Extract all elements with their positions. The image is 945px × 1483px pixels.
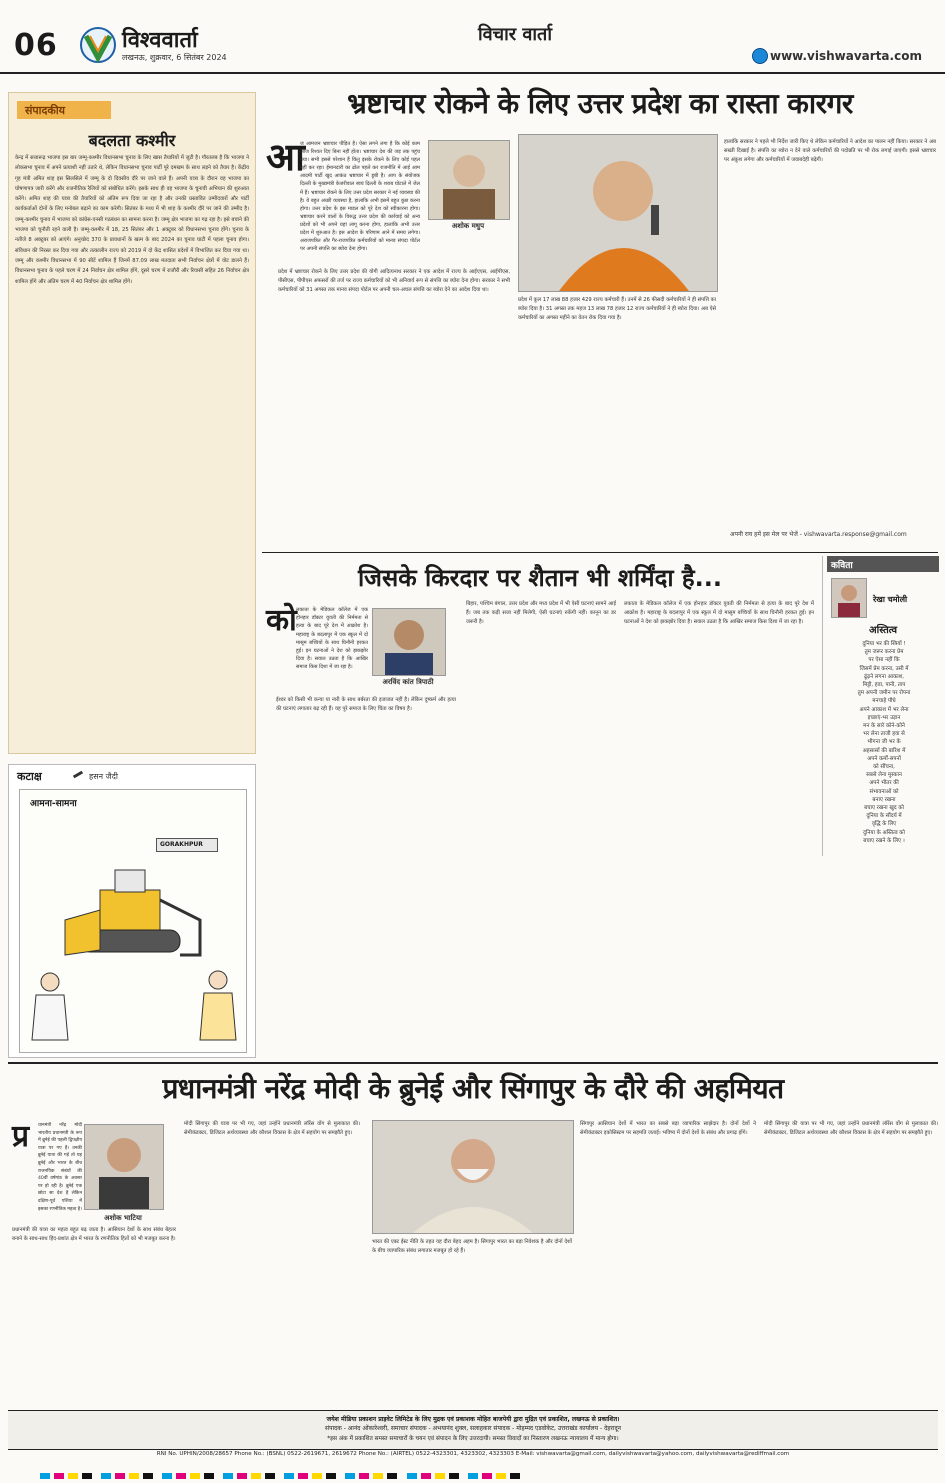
poem-line: अपने आकाश में भर लेना: [859, 706, 909, 713]
poem-line: पर ऐसा नहीं कि: [868, 657, 900, 664]
poem-line: इच्छाएं-भर उड़ान: [867, 714, 901, 721]
imprint: [8, 1410, 938, 1450]
editorial-label-text: संपादकीय: [25, 104, 66, 117]
poem-line: मिट्टी, हवा, पानी, ताप: [862, 682, 906, 689]
imprint-line2: संपादक - आनंद ओंकारेश्वरी, समाचार संपादक - अभयानंद शुक्ल, सलाहकार संपादक - मोहम्मद एडवोकेट, उत्तराखंड कार्यालय - देहरादून: [325, 1425, 621, 1432]
imprint-line1: जयेश मीडिया प्रकाशन प्राइवेट लिमिटेड के लिए मुद्रक एवं प्रकाशक मोहित बाजपेयी द्वारा मुद्रित एवं प्रकाशित, लखनऊ से प्रकाशित।: [326, 1416, 620, 1423]
section-title: विचार वार्ता: [478, 24, 552, 45]
cartoon-signboard: [156, 838, 218, 852]
article2-author: अरविंद कांत त्रिपाठी: [382, 678, 434, 686]
poem-line: अपने भीतर की: [869, 780, 899, 787]
article1-author-photo: [428, 140, 510, 220]
poet-name: रेखा चमोली: [873, 595, 908, 604]
divider-1: [262, 552, 938, 553]
poem-lines: [829, 640, 939, 845]
article1-col3: हालांकि सरकार ने पहले भी निर्देश जारी किए थे लेकिन कर्मचारियों ने आदेश का पालन नहीं किया। सरकार ने अब सख्ती दिखाई है। संपत्ति का ब्योरा न देने वाले कर्मचारियों की पदोन्नति पर भी रोक लगाई जाएगी। इससे भ्रष्टाचार पर अंकुश लगेगा और कर्मचारियों में जवाबदेही बढ़ेगी।: [724, 139, 936, 163]
article3-col2: मोदी सिंगापुर की यात्रा पर भी गए, जहां उन्होंने प्रधानमंत्री लॉरेंस वोंग से मुलाकात की। सेमीकंडक्टर, डिजिटल अर्थव्यवस्था और कौशल विकास के क्षेत्र में सहयोग पर समझौते हुए।: [184, 1121, 360, 1136]
divider-2: [8, 1062, 938, 1064]
cartoon-drawing: [19, 789, 247, 1053]
article1-main-photo: [518, 134, 718, 292]
poem-line: दुनिया के अस्तित्व को: [863, 829, 905, 836]
editorial-box: [8, 92, 256, 754]
article1-dropcap: आ: [266, 135, 305, 179]
editorial-body: केन्द्र में सत्तारूढ़ भाजपा इस बार जम्मू-कश्मीर विधानसभा चुनाव के लिए खास तैयारियों में जुटी है। गौरतलब है कि भाजपा ने लोकसभा चुनाव में अपने प्रत्याशी नहीं उतारे थे, लेकिन विधानसभा चुनाव पार्टी पूरे दमखम के साथ लड़ने को तैयार है। केंद्रीय गृह मंत्री अमित शाह इस सिलसिले में जम्मू के दो दिवसीय दौरे पर जाने वाले हैं। अपनी यात्रा के दौरान वह भाजपा का घोषणापत्र जारी करेंगे और राजनीतिक रैलियों को संबोधित करेंगे। इसके साथ ही वह भाजपा के चुनावी अभियान की शुरुआत करेंगे। अमित शाह की यात्रा की तैयारियों को अंतिम रूप दिया जा रहा है और उनकी प्रस्तावित उम्मीदवारों और पार्टी कार्यकर्ताओं दोनों के लिए मनोबल बढ़ाने का काम करेगी। सितंबर के मध्य में भी शाह के कश्मीर दौरे पर जाने की उम्मीद है। जम्मू-कश्मीर चुनाव में भाजपा को कांग्रेस-एनसी गठबंधन का सामना करना है। जम्मू क्षेत्र भाजपा का गढ़ रहा है। इसे बचाने की भाजपा को चुनौती रहने वाली है। जम्मू-कश्मीर में 18, 25 सितंबर और 1 अक्टूबर को विधानसभा चुनाव होंगे। चुनाव के नतीजे 8 अक्टूबर को आएंगे। अनुच्छेद 370 के प्रावधानों के खत्म के बाद 2024 का चुनाव घाटी में पहला चुनाव होगा। संविधान की निरस्त कर दिया गया और तत्कालीन राज्य को 2019 में दो केंद्र शासित प्रदेशों में विभाजित कर दिया गया था। जम्मू और कश्मीर विधानसभा में 90 सीटें शामिल हैं जिनमें 87.09 लाख मतदाता सभी निर्वाचन क्षेत्रों में वोट डालने हैं। विधानसभा चुनाव के पहले चरण में 24 निर्वाचन क्षेत्र शामिल होंगे, दूसरे चरण में राजौरी और रियासी सहित 26 निर्वाचन क्षेत्र शामिल होंगे और अंतिम चरण में 40 निर्वाचन क्षेत्र शामिल होंगे।: [15, 155, 249, 285]
brand-name: विश्ववार्ता: [122, 27, 198, 53]
bulldozer-drawing: [60, 860, 210, 980]
poem-line: बचाए रखने के लिए ।: [863, 837, 905, 844]
article3-author: अशोक भाटिया: [104, 1214, 142, 1222]
article3-col3: भारत की एक्ट ईस्ट नीति के तहत यह दौरा बेहद अहम है। सिंगापुर भारत का बड़ा निवेशक है और दोनों देशों के बीच व्यापारिक संबंध लगातार मजबूत हो रहे हैं।: [372, 1239, 572, 1254]
cartoon-artist: हसन जैदी: [89, 772, 118, 781]
poem-line: दुनिया के सौंदर्य में: [866, 813, 902, 820]
poem-label: कविता: [831, 561, 853, 571]
poem-line: वृद्धि के लिए: [871, 821, 897, 828]
article2-col1b: ईश्वर को किसी भी कन्या या नारी के साथ बर्बरता की इजाजत नहीं है। लेकिन दुष्कर्म और हत्या की घटनाएं लगातार बढ़ रही हैं। यह पूरे समाज के लिए चिंता का विषय है।: [276, 697, 456, 712]
poem-line: अपने कर्मों-सपनों: [867, 755, 901, 762]
article3-headline: प्रधानमंत्री नरेंद्र मोदी के ब्रुनेई और सिंगापुर के दौरे की अहमियत: [162, 1072, 784, 1105]
cartoon-box: [8, 764, 256, 1058]
article3-col1: धानमंत्री नरेंद्र मोदी भारतीय प्रधानमंत्री के रूप में ब्रुनेई की पहली द्विपक्षीय यात्रा पर गए हैं। उनकी ब्रुनेई यात्रा की गई तो यह ब्रुनेई और भारत के बीच राजनयिक संबंधों की 40वीं वर्षगांठ के अवसर पर हो रही है। ब्रुनेई एक छोटा सा देश है लेकिन दक्षिण-पूर्व एशिया में इसका रणनीतिक महत्व है।: [38, 1123, 82, 1212]
poem-line: जिसमें प्रेम करना, उसी में: [859, 665, 909, 672]
article3-dropcap: प्र: [12, 1119, 30, 1154]
article1-col2: प्रदेश में कुल 17 लाख 88 हजार 429 राज्य कर्मचारी हैं। उनमें से 26 फीसदी कर्मचारियों ने ही संपत्ति का ब्योरा दिया है। 31 अगस्त तक महज 13 लाख 78 हजार 12 राज्य कर्मचारियों ने ही ब्योरा दिया। अब ऐसे कर्मचारियों का अगस्त महीने का वेतन रोक दिया गया है।: [518, 297, 716, 321]
poem-line: दुनिया भर की स्त्रियों !: [862, 641, 906, 647]
article2-col1: लकाता के मेडिकल कॉलेज में एक होनहार डॉक्टर युवती की निर्ममता से हत्या के बाद पूरे देश में आक्रोश है। महाराष्ट्र के बदलापुर में एक स्कूल में दो मासूम बच्चियों के साथ घिनौनी हरकत हुई। इन घटनाओं ने देश को झकझोर दिया है। सवाल उठता है कि आखिर समाज किस दिशा में जा रहा है।: [296, 607, 368, 671]
poem-line: बनाए रखना: [872, 796, 896, 803]
poem-label-bar: [827, 556, 939, 572]
article3-col5: मोदी सिंगापुर की यात्रा पर भी गए, जहां उन्होंने प्रधानमंत्री लॉरेंस वोंग से मुलाकात की। सेमीकंडक्टर, डिजिटल अर्थव्यवस्था और कौशल विकास के क्षेत्र में सहयोग पर समझौते हुए।: [764, 1121, 938, 1136]
cartoon-sign-text: GORAKHPUR: [160, 841, 203, 848]
poem-line: भीगना जी भर के: [867, 739, 901, 746]
globe-icon: [752, 48, 768, 64]
poet-photo: [831, 578, 867, 618]
article3-col4: सिंगापुर आसियान देशों में भारत का सबसे बड़ा व्यापारिक साझेदार है। दोनों देशों ने सेमीकंडक्टर इकोसिस्टम पर सहमति जताई। भविष्य में दोनों देशों के संबंध और प्रगाढ़ होंगे।: [580, 1121, 756, 1136]
poem-line: अहसासों की बारिश में: [862, 747, 906, 754]
poem-box: [822, 556, 941, 856]
website-url[interactable]: www.vishwavarta.com: [770, 49, 922, 63]
poem-line: संभावनाओं को: [869, 788, 899, 795]
article2-author-photo: [372, 608, 446, 676]
masthead: [0, 0, 945, 74]
poem-line: मनचाहे पौधे: [872, 698, 896, 705]
poem-line: ढूंढ़ने लगना आकाश,: [864, 673, 904, 680]
article1-footer: अपनी राय हमें इस मेल पर भेजें - vishwavarta.response@gmail.com: [730, 531, 907, 538]
poem-line: बचाए रखना खुद को: [864, 805, 904, 812]
poem-line: तुम जरूर करना प्रेम: [864, 649, 904, 656]
page-number: 06: [14, 28, 58, 63]
article3-author-photo: [84, 1124, 164, 1210]
cartoon-title: आमना-सामना: [30, 799, 77, 809]
poem-line: भर लेना ताजी हवा से: [863, 731, 905, 738]
poem-title: अस्तित्व: [868, 625, 898, 636]
article2-col3: लकाता के मेडिकल कॉलेज में एक होनहार डॉक्टर युवती की निर्ममता से हत्या के बाद पूरे देश में आक्रोश है। महाराष्ट्र के बदलापुर में एक स्कूल में दो मासूम बच्चियों के साथ घिनौनी हरकत हुई। इन घटनाओं ने देश को झकझोर दिया है। सवाल उठता है कि आखिर समाज किस दिशा में जा रहा है।: [624, 601, 814, 625]
pen-icon: [73, 771, 83, 779]
poem-line: को सींचना,: [873, 764, 895, 771]
logo-icon: [78, 26, 118, 64]
article3-col1b: प्रधानमंत्री की यात्रा का महत्व बहुत बढ़ जाता है। आसियान देशों के साथ संबंध बेहतर बनाने के साथ-साथ हिंद-प्रशांत क्षेत्र में भारत के रणनीतिक हितों को भी मजबूत करना है।: [12, 1227, 176, 1242]
color-registration-strip: [40, 1464, 910, 1472]
poem-line: सबसे लेना मुस्कान: [866, 772, 902, 779]
editorial-label: [17, 101, 111, 119]
article2-dropcap: को: [266, 603, 297, 638]
article2-headline: जिसके किरदार पर शैतान भी शर्मिंदा है...: [357, 564, 723, 592]
figure-left-drawing: [26, 970, 76, 1046]
article1-col1: ज आमजन भ्रष्टाचार पीड़ित है। ऐसा लगने लगा है कि कोई काम आज रिश्वत दिए बिना नहीं होता। भ्रष्टाचार देश की जड़ तक पहुंच गया। सभी इससे परेशान हैं किंतु इसके रोकने के लिए कोई पहल नहीं कर रहा। ईमानदारी का ढोल पहले कर राजनीति में आई आम आदमी पार्टी खुद आकंठ भ्रष्टाचार में डूबी है। आप के संयोजक दिल्ली के मुख्यमंत्री केजरीवाल स्वयं दिल्ली के शराब घोटाले में जेल में हैं। भ्रष्टाचार रोकने के लिए उत्तर प्रदेश सरकार ने नई व्यवस्था की है। ये बहुत अच्छी व्यवस्था है, हालांकि अभी इसमें बहुत कुछ करना होगा। उत्तर प्रदेश के इस माडल को पूरे देश को स्वीकारना होगा। भ्रष्टाचार करने वालों के विरुद्ध उत्तर प्रदेश की कार्रवाई को अन्य प्रदेशों को भी अपने यहां लागू करना होगा, हालांकि अभी उत्तर प्रदेश में शुरुआत है। इस आदेश के परिणाम आने में समय लगेगा। अराजपत्रित और गैर-राजपत्रित कर्मचारियों को मानव संपदा पोर्टल पर अपनी संपत्ति का ब्योरा देना होगा।: [300, 141, 420, 253]
article2-col2: बिहार, पश्चिम बंगाल, उत्तर प्रदेश और मध्य प्रदेश में भी ऐसी घटनाएं सामने आई हैं। जब तक कड़ी सजा नहीं मिलेगी, ऐसी घटनाएं रुकेंगी नहीं। कानून का डर जरूरी है।: [466, 601, 616, 625]
cartoon-label: कटाक्ष: [17, 770, 42, 783]
dateline: लखनऊ, शुक्रवार, 6 सितंबर 2024: [122, 53, 227, 62]
article1-author: अशोक मधुप: [451, 222, 485, 230]
editorial-title: बदलता कश्मीर: [88, 131, 176, 150]
article3-main-photo: [372, 1120, 574, 1234]
poem-line: तुम अपनी जमीन पर रोपना: [857, 690, 911, 697]
imprint-contacts: RNI No. UPHIN/2008/28657 Phone No.: (BSNL) 0522-2619671, 2619672 Phone No.: (AIRTEL) 0522-4323301, 4323302, 4323303 E-Mail: vishwavarta@gmail.com, dailyvishwavarta@yahoo.com, dailyvishwavarta@rediffmail.com: [156, 1451, 790, 1457]
imprint-line3: *इस अंक में प्रकाशित समस्त समाचारों के चयन एवं संपादन के लिए उत्तरदायी। समस्त विवादों का निस्तारण लखनऊ न्यायालय में मान्य होगा।: [327, 1436, 619, 1442]
figure-right-drawing: [194, 968, 242, 1046]
article1-headline: भ्रष्टाचार रोकने के लिए उत्तर प्रदेश का रास्ता कारगर: [347, 87, 853, 120]
poem-line: मन के सारे कोने-कोने: [863, 723, 905, 730]
article1-col1b: प्रदेश में भ्रष्टाचार रोकने के लिए उत्तर प्रदेश की योगी आदित्यनाथ सरकार ने एक आदेश में राज्य के आईएएस, आईपीएस, पीसीएस, पीपीएस अफसरों की तर्ज पर राज्य कर्मचारियों को भी अनिवार्य रूप से संपत्ति का ब्योरा देना होगा। सरकार ने सभी कर्मचारियों को 31 अगस्त तक मानव संपदा पोर्टल पर अपनी चल-अचल संपत्ति का ब्योरा देने का आदेश दिया था।: [278, 269, 510, 293]
